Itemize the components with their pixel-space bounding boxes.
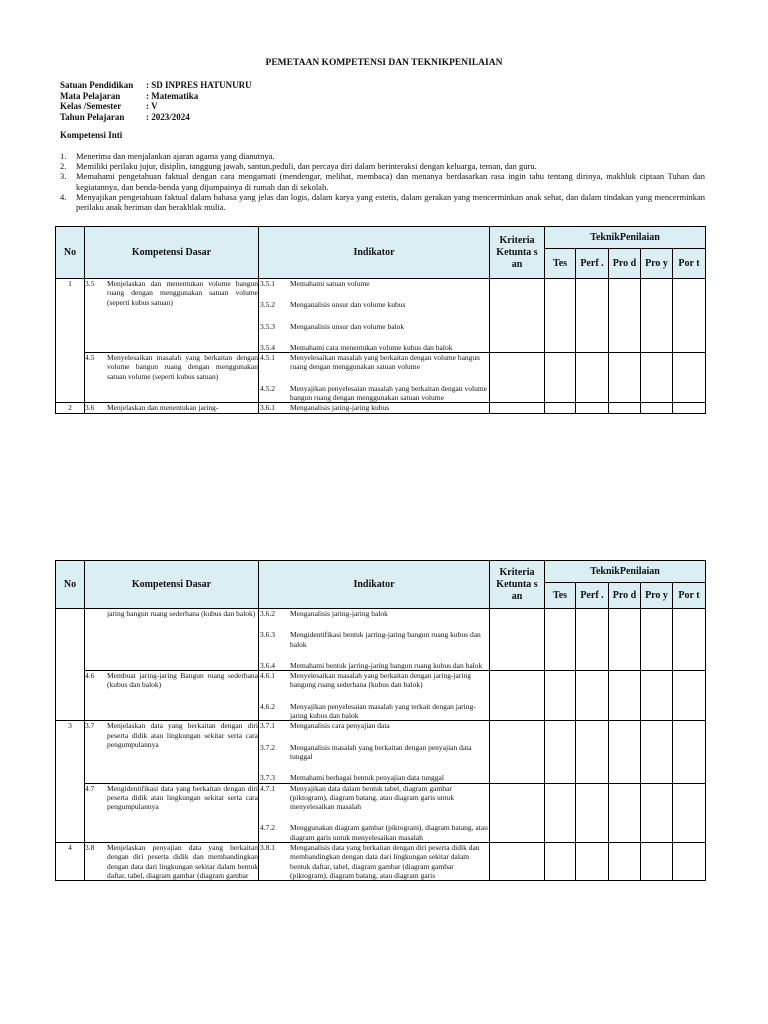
- indikator-item: [259, 384, 489, 403]
- kriteria-cell: [490, 279, 545, 353]
- table-row: [56, 353, 706, 403]
- ki-item: [60, 151, 705, 161]
- proy-cell: [641, 353, 673, 403]
- proy-cell: [641, 843, 673, 881]
- indikator-item: [259, 279, 489, 288]
- kd-item: [85, 784, 258, 812]
- meta-row: [60, 101, 252, 112]
- perf-cell: [576, 783, 609, 842]
- header-kompetensi-dasar: Kompetensi Dasar: [85, 561, 259, 609]
- indikator-item: [259, 300, 489, 309]
- indikator-item: [259, 322, 489, 331]
- header-kompetensi-dasar: Kompetensi Dasar: [85, 227, 259, 279]
- kd-text: Menyelesaikan masalah yang berkaitan dengan volume bangun ruang dengan menggunakan satuan volume (seperti kubus satuan): [107, 353, 258, 381]
- indikator-text: Memahami cara menentukan volume kubus dan balok: [290, 342, 453, 352]
- kd-text: jaring bangun ruang sederhana (kubus dan balok): [107, 609, 256, 618]
- kompetensi-dasar-cell: [85, 721, 259, 783]
- table-row: [56, 403, 706, 413]
- kompetensi-dasar-cell: [85, 403, 259, 413]
- indikator-number: 4.5.2: [260, 383, 275, 393]
- kd-item: [85, 721, 258, 749]
- header-perf: Perf .: [576, 249, 609, 279]
- tes-cell: [545, 721, 576, 783]
- kd-number: 4.6: [85, 671, 95, 681]
- table-row: [56, 279, 706, 353]
- kd-item: [85, 843, 258, 880]
- header-teknik-penilaian: TeknikPenilaian: [545, 227, 706, 249]
- header-port: Por t: [673, 583, 706, 609]
- row-number: [56, 609, 85, 721]
- meta-label: Kelas /Semester: [60, 101, 122, 111]
- perf-cell: [576, 721, 609, 783]
- proy-cell: [641, 403, 673, 413]
- indikator-text: Mengidentifikasi bentuk jarring-jaring bangun ruang kubus dan balok: [290, 630, 481, 649]
- table-row: [56, 609, 706, 671]
- indikator-item: [259, 403, 489, 412]
- indikator-item: [259, 773, 489, 782]
- indikator-number: 4.6.2: [260, 701, 275, 711]
- prod-cell: [609, 403, 641, 413]
- ki-item: [60, 192, 705, 212]
- indikator-item: [259, 661, 489, 670]
- prod-cell: [609, 783, 641, 842]
- meta-label: Tahun Pelajaran: [60, 111, 125, 122]
- header-perf: Perf .: [576, 583, 609, 609]
- port-cell: [673, 609, 706, 671]
- kompetensi-dasar-cell: [85, 609, 259, 671]
- indikator-cell: [259, 353, 490, 403]
- indikator-item: [259, 823, 489, 842]
- indikator-item: [259, 671, 489, 690]
- meta-value: : SD INPRES HATUNURU: [146, 80, 252, 90]
- ki-item: [60, 161, 705, 171]
- proy-cell: [641, 671, 673, 721]
- indikator-cell: [259, 783, 490, 842]
- ki-heading: Kompetensi Inti: [60, 130, 123, 140]
- indikator-item: [259, 630, 489, 649]
- kriteria-cell: [490, 671, 545, 721]
- tes-cell: [545, 843, 576, 881]
- ki-text: Memiliki perilaku jujur, disiplin, tanggung jawab, santun,peduli, dan percaya diri dalam berinteraksi dengan keluarga, teman, dan guru.: [76, 161, 537, 172]
- indikator-number: 4.6.1: [260, 671, 275, 681]
- kompetensi-dasar-cell: [85, 783, 259, 842]
- perf-cell: [576, 609, 609, 671]
- prod-cell: [609, 721, 641, 783]
- indikator-text: Menyelesaikan masalah yang berkaitan dengan jaring-jaring bangung ruang sederhana (kubus dan balok): [290, 671, 471, 690]
- indikator-number: 3.5.2: [260, 300, 275, 310]
- kriteria-cell: [490, 783, 545, 842]
- kompetensi-dasar-cell: [85, 353, 259, 403]
- header-port: Por t: [673, 249, 706, 279]
- indikator-text: Menganalisis data yang berkaitan dengan diri peserta didik dan membandingkan dengan data dari lingkungan sekitar dalam bentuk daftar, tabel, diagram gambar (diagram gambar (piktogram), diagram batang, atau diagram garis: [290, 843, 480, 880]
- kd-item: [85, 279, 258, 307]
- indikator-number: 3.6.1: [260, 403, 275, 413]
- kriteria-cell: [490, 403, 545, 413]
- indikator-cell: [259, 843, 490, 881]
- indikator-text: Menyajikan penyelesaian masalah yang berkaitan dengan volume bangun ruang dengan menggunakan satuan volume: [290, 383, 488, 403]
- indikator-number: 3.7.3: [260, 773, 275, 783]
- port-cell: [673, 721, 706, 783]
- proy-cell: [641, 609, 673, 671]
- ki-number: 1.: [60, 151, 67, 161]
- indikator-text: Menganalisis unsur dan volume kubus: [290, 300, 406, 310]
- prod-cell: [609, 843, 641, 881]
- perf-cell: [576, 353, 609, 403]
- header-tes: Tes: [545, 249, 576, 279]
- perf-cell: [576, 671, 609, 721]
- ki-item: [60, 171, 705, 191]
- perf-cell: [576, 403, 609, 413]
- indikator-number: 3.6.4: [260, 660, 275, 670]
- header-proy: Pro y: [641, 249, 673, 279]
- header-proy: Pro y: [641, 583, 673, 609]
- indikator-text: Memahami satuan volume: [290, 279, 370, 288]
- port-cell: [673, 843, 706, 881]
- ki-text: Menyajikan pengetahuan faktual dalam bahasa yang jelas dan logis, dalam karya yang estetis, dalam gerakan yang mencerminkan anak sehat, dan dalam tindakan yang mencerminkan perilaku anak beriman dan berakhlak mulia.: [76, 191, 705, 213]
- kd-number: 4.7: [85, 783, 95, 793]
- header-teknik-penilaian: TeknikPenilaian: [545, 561, 706, 583]
- indikator-text: Menganalisis masalah yang berkaitan dengan penyajian data tunggal: [290, 742, 472, 761]
- ki-number: 4.: [60, 191, 67, 202]
- kd-number: 3.6: [85, 403, 95, 413]
- indikator-number: 3.5.3: [260, 321, 275, 331]
- indikator-cell: [259, 721, 490, 783]
- kriteria-cell: [490, 609, 545, 671]
- kompetensi-dasar-cell: [85, 671, 259, 721]
- meta-value: : 2023/2024: [146, 111, 190, 122]
- indikator-item: [259, 609, 489, 618]
- tes-cell: [545, 403, 576, 413]
- indikator-cell: [259, 279, 490, 353]
- kd-text: Menjelaskan dan menentukan volume bangun ruang dengan menggunakan satuan volume (seperti kubus satuan): [107, 279, 258, 307]
- tes-cell: [545, 353, 576, 403]
- indikator-text: Menyajikan penyelesaian masalah yang terkait dengan jaring-jaring kubus dan balok: [290, 701, 476, 721]
- kd-text: Menjelaskan data yang berkaitan dengan diri peserta didik atau lingkungan sekitar serta cara pengumpulannya: [107, 721, 258, 749]
- indikator-text: Menganalisis jaring-jaring balok: [290, 609, 388, 618]
- header-indikator: Indikator: [259, 561, 490, 609]
- meta-label: Mata Pelajaran: [60, 90, 121, 101]
- kriteria-cell: [490, 843, 545, 881]
- meta-row: [60, 112, 252, 123]
- header-kriteria: Kriteria Ketunta s an: [490, 561, 545, 609]
- indikator-item: [259, 702, 489, 721]
- kd-text: Membuat jaring-jaring Bangun ruang sederhana (kubus dan balok): [107, 671, 258, 690]
- kd-number: 3.8: [85, 843, 95, 853]
- port-cell: [673, 671, 706, 721]
- meta-value: : Matematika: [146, 90, 199, 101]
- kd-text: Menjelaskan dan menentukan jaring-: [107, 403, 219, 413]
- indikator-text: Menganalisis jaring-jaring kubus: [290, 403, 390, 413]
- indikator-number: 3.5.4: [260, 342, 275, 352]
- proy-cell: [641, 721, 673, 783]
- indikator-item: [259, 843, 489, 880]
- port-cell: [673, 403, 706, 413]
- kd-item: [85, 671, 258, 690]
- tes-cell: [545, 609, 576, 671]
- kd-text: Menjelaskan penyajian data yang berkaitan dengan diri peserta didik dan membandingkan dengan data dari lingkungan sekitar dalam bentuk daftar, tabel, diagram gambar (diagram gambar: [107, 843, 258, 880]
- indikator-text: Menggunakan diagram gambar (piktogram), diagram batang, atau diagram garis untuk menyelesaikan masalah: [290, 823, 488, 842]
- competency-table-1: [55, 226, 706, 414]
- header-no: No: [56, 227, 85, 279]
- perf-cell: [576, 843, 609, 881]
- indikator-item: [259, 343, 489, 352]
- indikator-cell: [259, 671, 490, 721]
- competency-table-2: [55, 560, 706, 881]
- indikator-text: Memahami bentuk jarring-jaring bangun ruang kubus dan balok: [290, 660, 483, 670]
- meta-value: : V: [146, 101, 158, 111]
- kriteria-cell: [490, 721, 545, 783]
- tes-cell: [545, 279, 576, 353]
- header-prod: Pro d: [609, 583, 641, 609]
- indikator-number: 3.7.2: [260, 742, 275, 752]
- ki-number: 2.: [60, 161, 67, 172]
- kd-number: 4.5: [85, 353, 95, 363]
- kd-number: 3.5: [85, 279, 95, 288]
- prod-cell: [609, 671, 641, 721]
- ki-text: Menerima dan menjalankan ajaran agama yang dianutnya.: [76, 151, 275, 161]
- perf-cell: [576, 279, 609, 353]
- indikator-number: 3.6.3: [260, 630, 275, 640]
- indikator-cell: [259, 403, 490, 413]
- kd-number: 3.7: [85, 721, 95, 731]
- proy-cell: [641, 783, 673, 842]
- header-tes: Tes: [545, 583, 576, 609]
- tes-cell: [545, 783, 576, 842]
- row-number: 3: [56, 721, 85, 843]
- document-title: PEMETAAN KOMPETENSI DAN TEKNIKPENILAIAN: [265, 58, 503, 68]
- meta-row: [60, 80, 252, 91]
- indikator-text: Menyajikan data dalam bentuk tabel, diagram gambar (piktogram), diagram batang, atau diagram garis untuk menyelesaikan masalah: [290, 783, 455, 812]
- indikator-item: [259, 784, 489, 812]
- kd-number: [85, 609, 107, 618]
- indikator-text: Menganalisis cara penyajian data: [290, 721, 390, 731]
- port-cell: [673, 279, 706, 353]
- indikator-number: 4.7.1: [260, 783, 275, 793]
- ki-list: [60, 151, 705, 212]
- school-info: [60, 80, 252, 122]
- prod-cell: [609, 609, 641, 671]
- indikator-number: 3.7.1: [260, 721, 275, 731]
- kompetensi-dasar-cell: [85, 843, 259, 881]
- prod-cell: [609, 353, 641, 403]
- row-number: 4: [56, 843, 85, 881]
- header-no: No: [56, 561, 85, 609]
- kd-item: [85, 609, 258, 618]
- indikator-number: 4.5.1: [260, 353, 275, 363]
- ki-number: 3.: [60, 171, 67, 182]
- proy-cell: [641, 279, 673, 353]
- prod-cell: [609, 279, 641, 353]
- kd-text: Mengidentifikasi data yang berkaitan dengan diri peserta didik atau lingkungan sekitar serta cara pengumpulannya: [107, 783, 258, 812]
- table-row: [56, 721, 706, 783]
- indikator-number: 3.5.1: [260, 279, 275, 288]
- header-prod: Pro d: [609, 249, 641, 279]
- meta-label: Satuan Pendidikan: [60, 80, 134, 90]
- kriteria-cell: [490, 353, 545, 403]
- row-number: 2: [56, 403, 85, 413]
- kompetensi-dasar-cell: [85, 279, 259, 353]
- tes-cell: [545, 671, 576, 721]
- table-row: [56, 783, 706, 842]
- kd-item: [85, 353, 258, 381]
- indikator-text: Memahami berbagai bentuk penyajian data tunggal: [290, 773, 444, 783]
- header-indikator: Indikator: [259, 227, 490, 279]
- port-cell: [673, 783, 706, 842]
- indikator-item: [259, 743, 489, 762]
- indikator-item: [259, 353, 489, 372]
- table-row: [56, 671, 706, 721]
- row-number: 1: [56, 279, 85, 403]
- indikator-text: Menganalisis unsur dan volume balok: [290, 321, 405, 331]
- indikator-number: 4.7.2: [260, 823, 275, 833]
- ki-text: Memahami pengetahuan faktual dengan cara mengamati (mendengar, melihat, membaca) dan menanya berdasarkan rasa ingin tahu tentang dirinya, makhluk ciptaan Tuhan dan kegiatannya, dan benda-benda yang dijumpainya di rumah dan di sekolah.: [76, 171, 705, 192]
- indikator-number: 3.8.1: [260, 843, 275, 853]
- indikator-item: [259, 721, 489, 730]
- indikator-number: 3.6.2: [260, 609, 275, 618]
- header-kriteria: Kriteria Ketunta s an: [490, 227, 545, 279]
- indikator-cell: [259, 609, 490, 671]
- port-cell: [673, 353, 706, 403]
- indikator-text: Menyelesaikan masalah yang berkaitan dengan volume bangun ruang dengan menggunakan satuan volume: [290, 353, 480, 372]
- kd-item: [85, 403, 258, 412]
- meta-row: [60, 91, 252, 102]
- table-row: [56, 843, 706, 881]
